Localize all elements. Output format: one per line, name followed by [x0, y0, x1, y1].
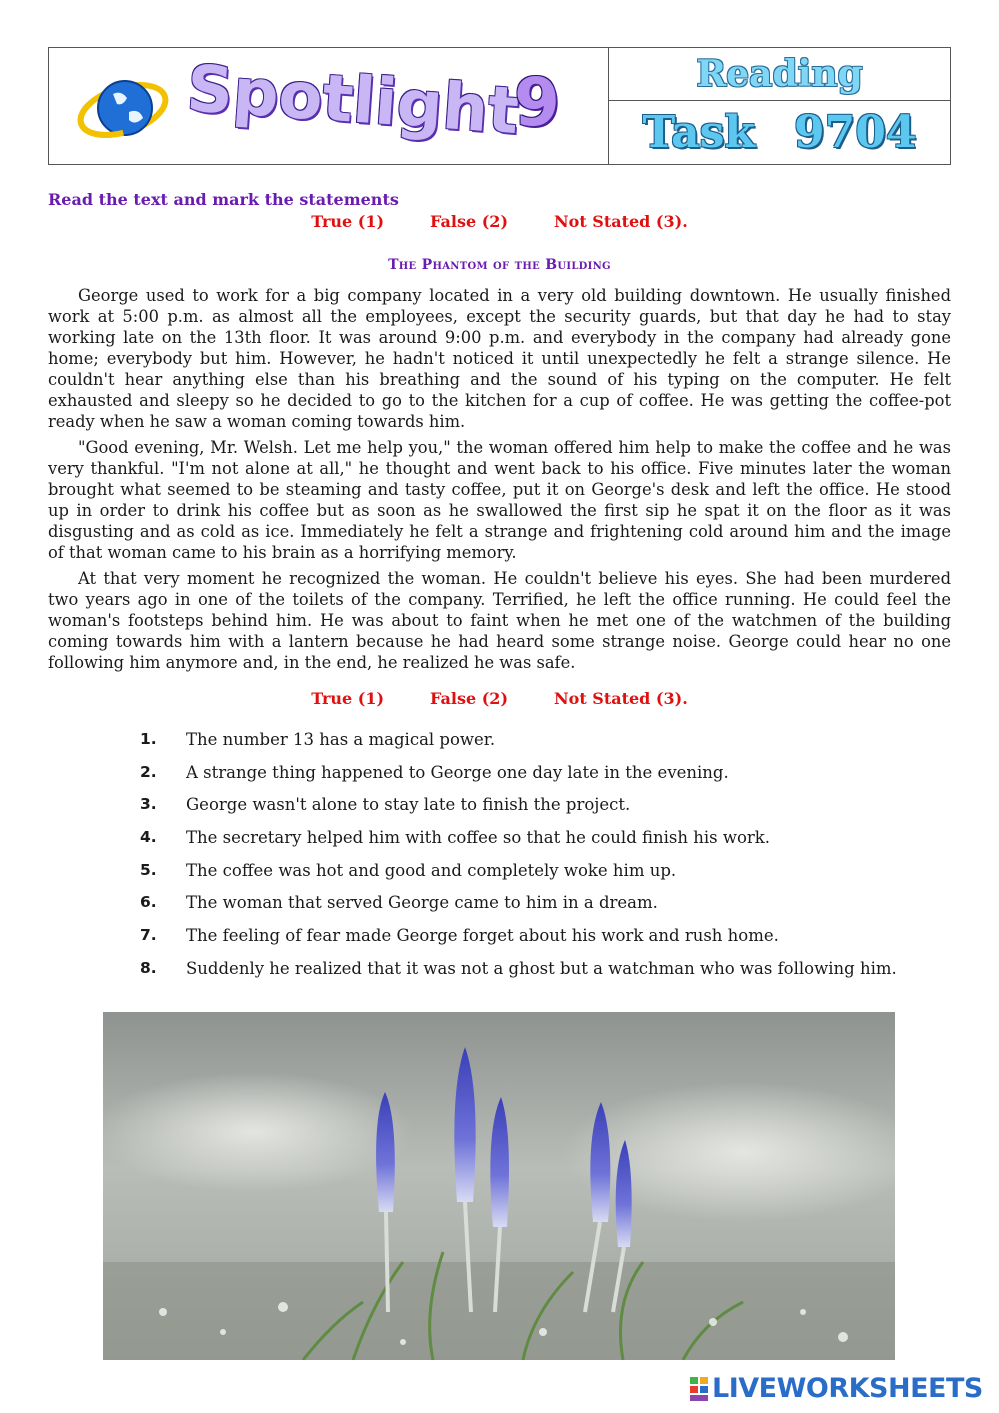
instruction-text: Read the text and mark the statements: [48, 190, 399, 209]
story-paragraph: George used to work for a big company located in a very old building downtown. He usually finished work at 5:00 p.m. as almost all the employees, except the security guards, but that day he had to stay working late on the 13th floor. It was around 9:00 p.m. and everybody in the company had already gone home; everybody but him. However, he hadn't noticed it until unexpectedly he felt a strange silence. He couldn't hear anything else than his breathing and the sound of his typing on the computer. He felt exhausted and sleepy so he decided to go to the kitchen for a cup of coffee. He was getting the coffee-pot ready when he saw a woman coming towards him.: [48, 286, 951, 431]
statement-item[interactable]: [140, 730, 960, 763]
crocus-photo: [103, 1012, 895, 1360]
task-number: 9704: [793, 107, 917, 158]
answer-options-bottom: [0, 689, 999, 708]
brand-title: Spotlight: [184, 52, 522, 150]
option-not-stated: Not Stated (3).: [554, 212, 688, 231]
statement-number: 4.: [140, 828, 157, 847]
statement-item[interactable]: [140, 861, 960, 894]
statement-number: 6.: [140, 893, 157, 912]
statement-text: The number 13 has a magical power.: [186, 730, 496, 749]
option-true: True (1): [311, 212, 385, 231]
brand-number: 9: [514, 64, 560, 141]
liveworksheets-badge-icon: [690, 1377, 708, 1401]
statement-number: 5.: [140, 860, 157, 879]
statement-item[interactable]: [140, 828, 960, 861]
answer-options-top: [0, 212, 999, 231]
statement-item[interactable]: [140, 926, 960, 959]
statement-item[interactable]: [140, 763, 960, 796]
statement-number: 2.: [140, 762, 157, 781]
statement-number: 7.: [140, 926, 157, 945]
brand-panel: [49, 48, 609, 164]
statements-list: [140, 730, 960, 992]
task-panel: [609, 48, 950, 164]
liveworksheets-logo[interactable]: [690, 1373, 983, 1404]
story-title: The Phantom of the Building: [388, 257, 611, 273]
liveworksheets-wordmark: LIVEWORKSHEETS: [712, 1373, 983, 1404]
story-paragraph: "Good evening, Mr. Welsh. Let me help you," the woman offered him help to make the coffee and he was very thankful. "I'm not alone at all," he thought and went back to his office. Five minutes later the woman brought what seemed to be steaming and tasty coffee, put it on George's desk and left the office. He stood up in order to drink his coffee but as soon as he swallowed the first sip he spat it on the floor as it was disgusting and as cold as ice. Immediately he felt a strange and frightening cold around him and the image of that woman came to his brain as a horrifying memory.: [48, 438, 951, 562]
statement-number: 3.: [140, 795, 157, 814]
statement-number: 1.: [140, 730, 157, 748]
crocus-image: [103, 1012, 895, 1360]
statement-item[interactable]: [140, 795, 960, 828]
option-false: False (2): [430, 212, 509, 231]
option-not-stated: Not Stated (3).: [554, 689, 688, 708]
statement-text: The woman that served George came to him in a dream.: [186, 893, 658, 913]
story-text: [48, 285, 951, 678]
statement-item[interactable]: [140, 893, 960, 926]
statement-item[interactable]: [140, 959, 960, 992]
reading-label: Reading: [609, 48, 950, 101]
statement-text: A strange thing happened to George one day late in the evening.: [186, 762, 729, 782]
statement-text: The secretary helped him with coffee so that he could finish his work.: [186, 828, 771, 848]
story-paragraph: At that very moment he recognized the woman. He couldn't believe his eyes. She had been murdered two years ago in one of the toilets of the company. Terrified, he left the office running. He could feel the woman's footsteps behind him. He was about to faint when he met one of the watchmen of the building coming towards him with a lantern because he had heard some strange noise. George could hear no one following him anymore and, in the end, he realized he was safe.: [48, 569, 951, 672]
globe-icon: [77, 68, 169, 148]
statement-text: Suddenly he realized that it was not a ghost but a watchman who was following him.: [186, 958, 897, 978]
worksheet-header: [48, 47, 951, 165]
statement-text: The feeling of fear made George forget about his work and rush home.: [186, 926, 779, 946]
option-false: False (2): [430, 689, 509, 708]
statement-number: 8.: [140, 958, 157, 977]
statement-text: The coffee was hot and good and completely woke him up.: [186, 860, 677, 880]
task-row: [609, 101, 950, 164]
option-true: True (1): [311, 689, 385, 708]
statement-text: George wasn't alone to stay late to finish the project.: [186, 795, 631, 815]
task-label: Task: [642, 107, 755, 158]
